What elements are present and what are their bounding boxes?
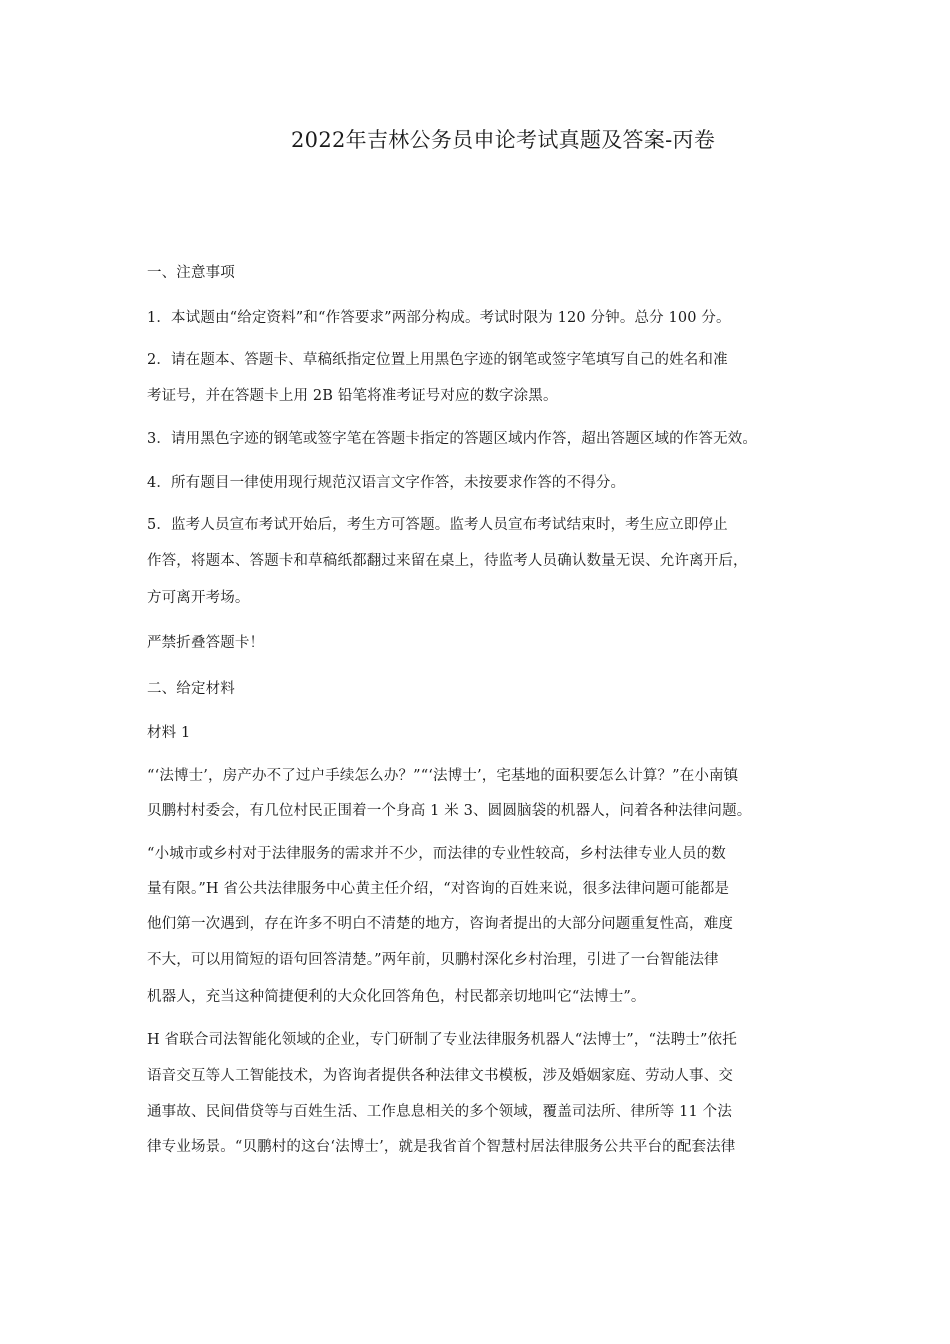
material-heading: 材料 1	[147, 725, 191, 741]
material-paragraph-line: 律专业场景。“贝鹏村的这台‘法博士’，就是我省首个智慧村居法律服务公共平台的配套法律	[147, 1139, 736, 1155]
warning-text: 严禁折叠答题卡！	[147, 635, 265, 651]
material-paragraph-line: H 省联合司法智能化领域的企业，专门研制了专业法律服务机器人“法博士”，“法聘士”依托	[147, 1032, 737, 1048]
note-5-line-2: 作答，将题本、答题卡和草稿纸都翻过来留在桌上，待监考人员确认数量无误、允许离开后，	[147, 553, 748, 569]
note-3: 3．请用黑色字迹的钢笔或签字笔在答题卡指定的答题区域内作答，超出答题区域的作答无效。	[147, 431, 758, 447]
material-paragraph-line: “小城市或乡村对于法律服务的需求并不少，而法律的专业性较高，乡村法律专业人员的数	[147, 846, 726, 862]
material-paragraph-line: 不大，可以用简短的语句回答清楚。”两年前，贝鹏村深化乡村治理，引进了一台智能法律	[147, 952, 719, 968]
document-title: 2022年吉林公务员申论考试真题及答案-丙卷	[291, 128, 716, 152]
material-paragraph-line: 通事故、民间借贷等与百姓生活、工作息息相关的多个领域，覆盖司法所、律所等 11 个法	[147, 1104, 732, 1120]
note-2-line-1: 2．请在题本、答题卡、草稿纸指定位置上用黑色字迹的钢笔或签字笔填写自己的姓名和准	[147, 352, 728, 368]
material-paragraph-line: 贝鹏村村委会，有几位村民正围着一个身高 1 米 3、圆圆脑袋的机器人，问着各种法律问题。	[147, 803, 752, 819]
note-2-line-2: 考证号，并在答题卡上用 2B 铅笔将准考证号对应的数字涂黑。	[147, 388, 558, 404]
material-paragraph-line: 语音交互等人工智能技术，为咨询者提供各种法律文书模板，涉及婚姻家庭、劳动人事、交	[147, 1068, 733, 1084]
material-paragraph-line: “‘法博士’，房产办不了过户手续怎么办？”“‘法博士’，宅基地的面积要怎么计算？”在小南镇	[147, 768, 739, 784]
material-paragraph-line: 机器人，充当这种简捷便利的大众化回答角色，村民都亲切地叫它“法博士”。	[147, 989, 646, 1005]
material-paragraph-line: 他们第一次遇到，存在许多不明白不清楚的地方，咨询者提出的大部分问题重复性高，难度	[147, 916, 733, 932]
note-5-line-1: 5．监考人员宣布考试开始后，考生方可答题。监考人员宣布考试结束时，考生应立即停止	[147, 517, 728, 533]
note-5-line-3: 方可离开考场。	[147, 590, 250, 606]
material-paragraph-line: 量有限。”H 省公共法律服务中心黄主任介绍，“对咨询的百姓来说，很多法律问题可能都是	[147, 881, 730, 897]
section-heading-notes: 一、注意事项	[147, 265, 235, 281]
note-4: 4．所有题目一律使用现行规范汉语言文字作答，未按要求作答的不得分。	[147, 475, 626, 491]
section-heading-materials: 二、给定材料	[147, 681, 235, 697]
note-1: 1．本试题由“给定资料”和“作答要求”两部分构成。考试时限为 120 分钟。总分 100 分。	[147, 310, 731, 326]
